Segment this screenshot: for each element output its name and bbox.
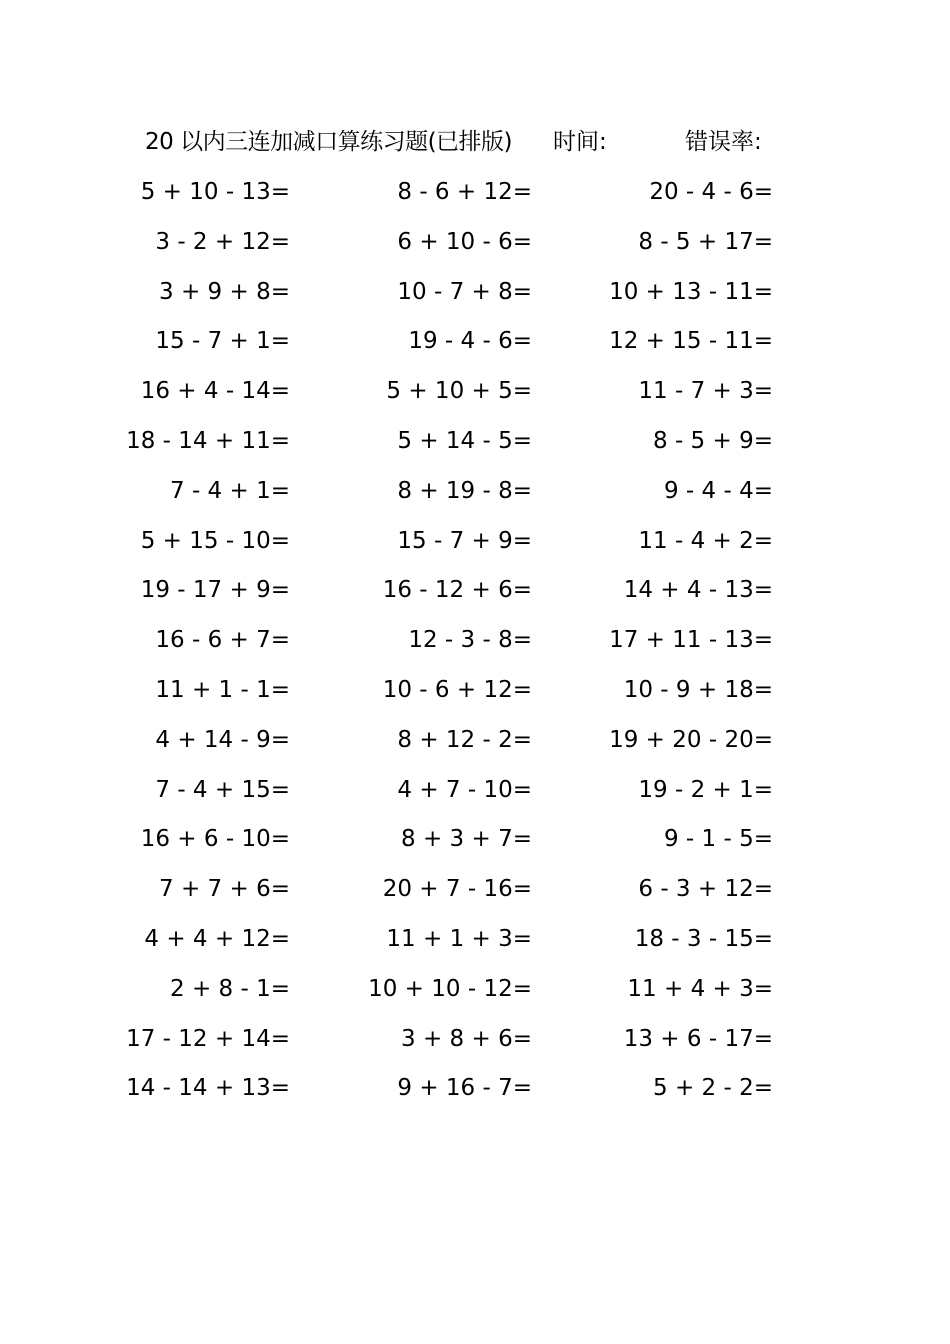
problem-item: 4 + 14 - 9= [155,726,290,753]
problem-item: 9 - 4 - 4= [663,477,773,504]
problem-row [0,921,950,971]
problem-item: 8 + 3 + 7= [401,826,532,853]
problem-item: 15 - 7 + 9= [397,527,532,554]
problem-item: 10 + 13 - 11= [609,278,773,305]
problem-item: 5 + 10 + 5= [386,378,532,405]
problem-item: 16 + 4 - 14= [140,378,290,405]
page-title: 20 以内三连加减口算练习题(已排版) [145,129,513,155]
problem-row [0,871,950,921]
problem-item: 5 + 14 - 5= [397,427,532,454]
problem-item: 11 + 1 + 3= [386,925,532,952]
problem-item: 10 - 7 + 8= [397,278,532,305]
problem-item: 7 - 4 + 15= [155,776,290,803]
problem-item: 5 + 2 - 2= [653,1075,773,1102]
problem-item: 11 + 1 - 1= [155,676,290,703]
problem-item: 9 - 1 - 5= [663,826,773,853]
problem-item: 8 + 12 - 2= [397,726,532,753]
problem-row [0,274,950,324]
problem-item: 10 + 10 - 12= [368,975,532,1002]
problem-row [0,423,950,473]
problem-row [0,323,950,373]
problem-item: 10 - 9 + 18= [623,676,773,703]
problem-row [0,174,950,224]
problem-row [0,473,950,523]
problem-row [0,572,950,622]
time-label: 时间: [553,129,607,155]
problem-item: 8 + 19 - 8= [397,477,532,504]
problem-item: 15 - 7 + 1= [155,328,290,355]
problem-row [0,971,950,1021]
problem-item: 19 - 4 - 6= [408,328,532,355]
problem-item: 17 - 12 + 14= [126,1025,290,1052]
problem-item: 3 + 8 + 6= [401,1025,532,1052]
problem-item: 16 - 6 + 7= [155,627,290,654]
problem-item: 16 - 12 + 6= [382,577,532,604]
problem-item: 16 + 6 - 10= [140,826,290,853]
problem-item: 6 - 3 + 12= [638,876,773,903]
worksheet-header [0,124,950,160]
problem-item: 11 - 7 + 3= [638,378,773,405]
problem-item: 4 + 4 + 12= [144,925,290,952]
problem-item: 5 + 15 - 10= [140,527,290,554]
problem-item: 11 + 4 + 3= [627,975,773,1002]
problem-item: 19 + 20 - 20= [609,726,773,753]
problem-item: 12 - 3 - 8= [408,627,532,654]
problem-item: 13 + 6 - 17= [623,1025,773,1052]
problem-item: 3 + 9 + 8= [159,278,290,305]
error-rate-label: 错误率: [685,129,762,155]
problem-item: 11 - 4 + 2= [638,527,773,554]
problem-item: 17 + 11 - 13= [609,627,773,654]
problem-row [0,523,950,573]
problem-grid [0,174,950,1120]
problem-item: 10 - 6 + 12= [382,676,532,703]
problem-item: 20 + 7 - 16= [382,876,532,903]
problem-item: 7 - 4 + 1= [170,477,290,504]
problem-item: 18 - 14 + 11= [126,427,290,454]
problem-item: 19 - 17 + 9= [140,577,290,604]
problem-item: 7 + 7 + 6= [159,876,290,903]
problem-row [0,1070,950,1120]
problem-item: 9 + 16 - 7= [397,1075,532,1102]
problem-item: 4 + 7 - 10= [397,776,532,803]
problem-item: 6 + 10 - 6= [397,228,532,255]
problem-row [0,722,950,772]
problem-item: 20 - 4 - 6= [649,179,773,205]
problem-row [0,672,950,722]
problem-item: 8 - 5 + 17= [638,228,773,255]
problem-row [0,373,950,423]
problem-item: 14 - 14 + 13= [126,1075,290,1102]
problem-row [0,772,950,822]
problem-row [0,224,950,274]
problem-item: 5 + 10 - 13= [140,179,290,205]
problem-item: 2 + 8 - 1= [170,975,290,1002]
problem-row [0,622,950,672]
problem-item: 8 - 6 + 12= [397,179,532,205]
problem-item: 8 - 5 + 9= [653,427,773,454]
problem-row [0,1021,950,1071]
problem-item: 14 + 4 - 13= [623,577,773,604]
problem-item: 18 - 3 - 15= [634,925,773,952]
problem-row [0,821,950,871]
problem-item: 19 - 2 + 1= [638,776,773,803]
problem-item: 3 - 2 + 12= [155,228,290,255]
problem-item: 12 + 15 - 11= [609,328,773,355]
